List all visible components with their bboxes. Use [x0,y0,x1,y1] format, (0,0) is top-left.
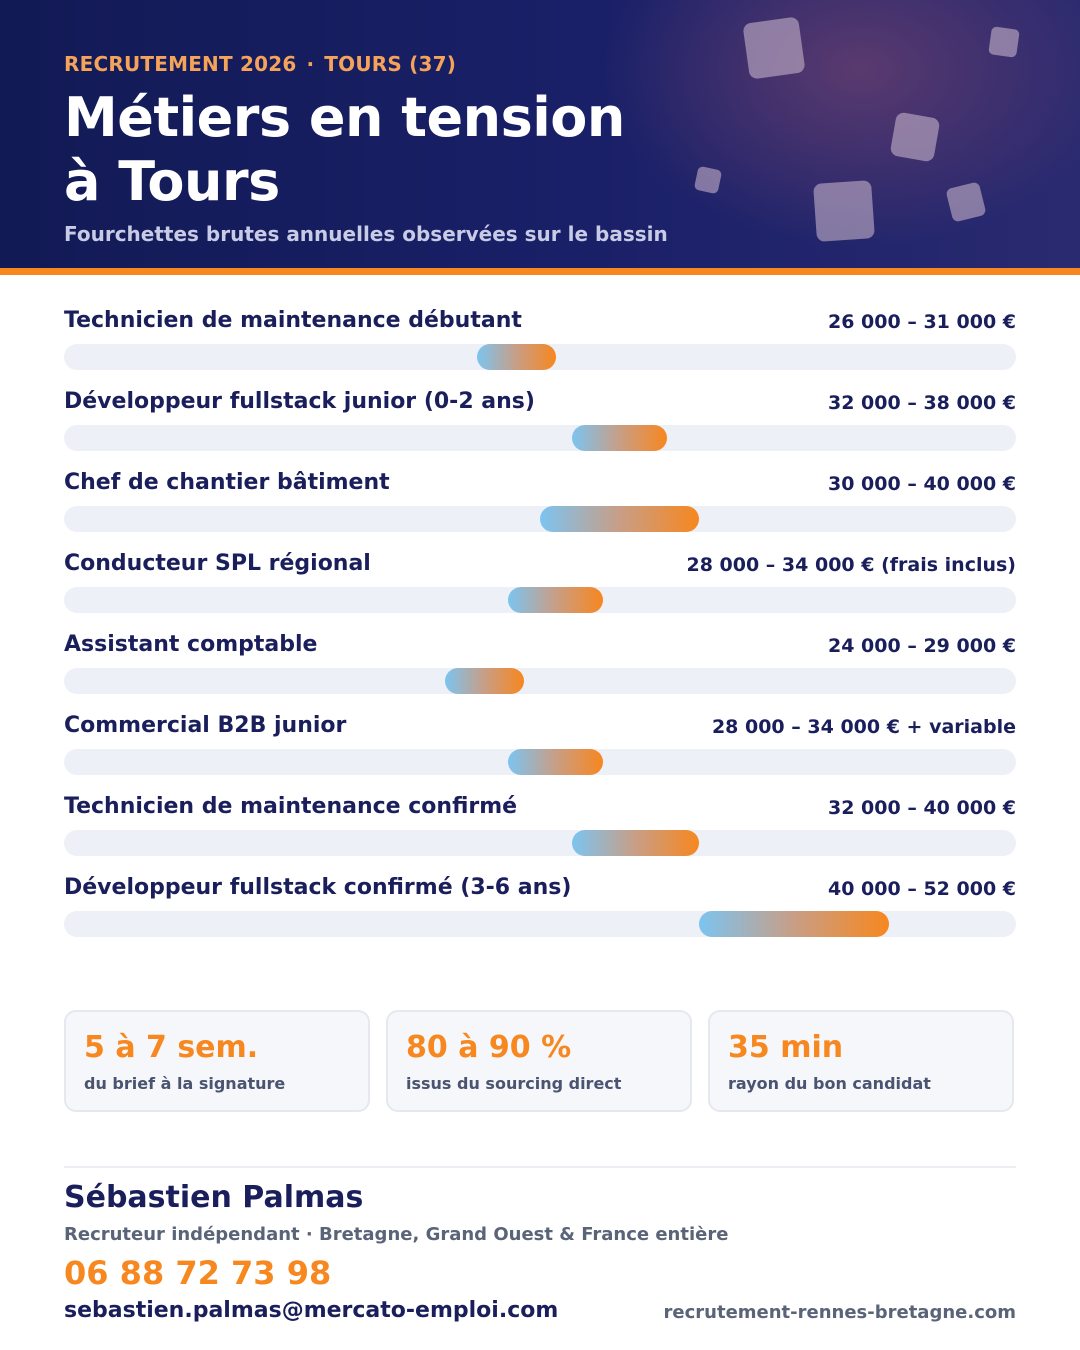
salary-range-bar [508,749,603,775]
bar-track [64,425,1016,451]
row-range-label: 28 000 – 34 000 € + variable [711,716,1016,738]
contact-role: Recruteur indépendant · Bretagne, Grand Ouest & France entière [64,1224,729,1245]
bar-track [64,911,1016,937]
row-range-label: 24 000 – 29 000 € [828,635,1016,657]
bar-track [64,668,1016,694]
header-banner [0,0,1080,268]
contact-email-link[interactable]: sebastien.palmas@mercato-emploi.com [64,1298,559,1323]
title-line-1: Métiers en tension [64,86,625,149]
eyebrow [64,52,456,76]
eyebrow-year: RECRUTEMENT 2026 [64,52,297,76]
contact-name: Sébastien Palmas [64,1180,364,1215]
eyebrow-location: TOURS (37) [324,52,457,76]
stat-label: du brief à la signature [84,1074,286,1093]
footer-divider [64,1166,1016,1168]
row-range-label: 26 000 – 31 000 € [828,311,1016,333]
salary-range-bar [445,668,524,694]
website-link[interactable]: recrutement-rennes-bretagne.com [663,1302,1016,1323]
decorative-square [945,181,986,222]
bar-track [64,830,1016,856]
salary-range-bar [572,425,667,451]
row-label: Assistant comptable [64,632,318,657]
eyebrow-separator: · [306,52,315,76]
stat-value: 80 à 90 % [406,1030,572,1065]
stat-value: 35 min [728,1030,844,1065]
salary-range-bar [572,830,699,856]
row-label: Technicien de maintenance débutant [64,308,522,333]
stat-card-radius [708,1010,1014,1112]
row-label: Conducteur SPL régional [64,551,371,576]
row-label: Commercial B2B junior [64,713,347,738]
decorative-square [890,112,941,163]
bar-track [64,344,1016,370]
row-range-label: 40 000 – 52 000 € [828,878,1016,900]
stat-label: issus du sourcing direct [406,1074,622,1093]
page-title [64,86,784,214]
decorative-square [813,180,875,242]
bar-track [64,749,1016,775]
stat-card-sourcing [386,1010,692,1112]
row-range-label: 30 000 – 40 000 € [828,473,1016,495]
row-label: Développeur fullstack junior (0-2 ans) [64,389,535,414]
decorative-square [742,16,805,79]
salary-range-bar [508,587,603,613]
stat-value: 5 à 7 sem. [84,1030,259,1065]
salary-range-bar [477,344,556,370]
row-label: Technicien de maintenance confirmé [64,794,518,819]
row-range-label: 28 000 – 34 000 € (frais inclus) [686,554,1016,576]
row-label: Chef de chantier bâtiment [64,470,390,495]
row-range-label: 32 000 – 40 000 € [828,797,1016,819]
salary-range-bar [699,911,889,937]
stat-card-delay [64,1010,370,1112]
bar-track [64,506,1016,532]
salary-range-bar [540,506,699,532]
stat-label: rayon du bon candidat [728,1074,931,1093]
row-label: Développeur fullstack confirmé (3-6 ans) [64,875,572,900]
row-range-label: 32 000 – 38 000 € [828,392,1016,414]
contact-phone[interactable]: 06 88 72 73 98 [64,1254,332,1292]
bar-track [64,587,1016,613]
page-subtitle: Fourchettes brutes annuelles observées sur le bassin [64,222,668,246]
title-line-2: à Tours [64,150,280,213]
decorative-square [988,26,1020,58]
header-accent-line [0,268,1080,275]
